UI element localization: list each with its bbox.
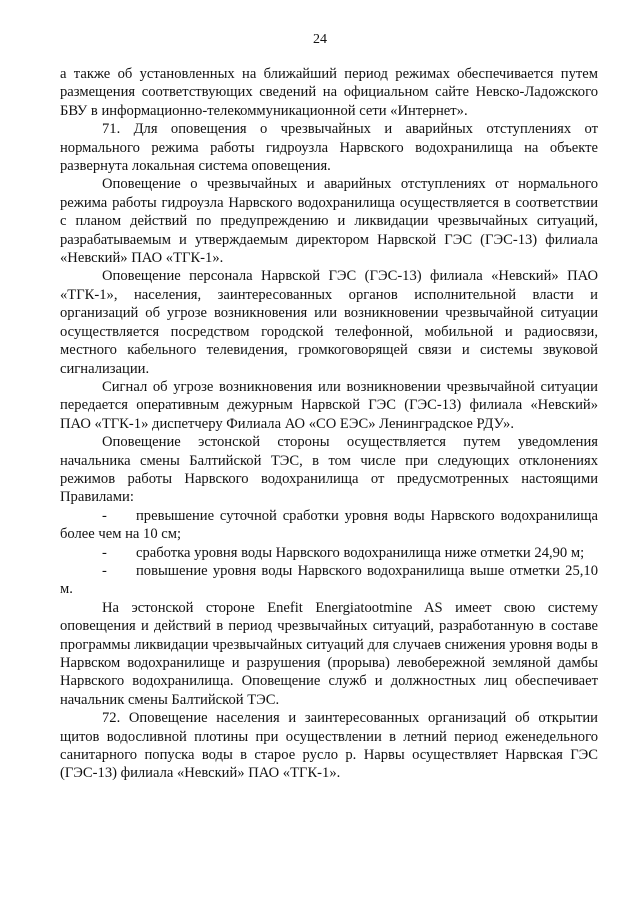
paragraph-72: 72. Оповещение населения и заинтересованных организаций об открытии щитов водосливной плотины при осуществлении в летний период еженедельного санитарного попуска воды в старое русло р. Нарвы осуществляет Нарвская ГЭС (ГЭС-13) филиала «Невский» ПАО «ТГК-1». xyxy=(60,710,598,782)
paragraph-continuation: а также об установленных на ближайший период режимах обеспечивается путем размещения соответствующих сведений на официальном сайте Невско-Ладожского БВУ в информационно-телекоммуникационной сети «Интернет». xyxy=(60,66,598,119)
list-item-text: повышение уровня воды Нарвского водохранилища выше отметки 25,10 м. xyxy=(60,562,598,598)
paragraph: Сигнал об угрозе возникновения или возникновении чрезвычайной ситуации передается оперативным дежурным Нарвской ГЭС (ГЭС-13) филиала «Невский» ПАО «ТГК-1» диспетчеру Филиала АО «СО ЕЭС» Ленинградское РДУ». xyxy=(60,378,598,432)
list-item xyxy=(60,544,598,562)
paragraph: На эстонской стороне Enefit Energiatootmine AS имеет свою систему оповещения и действий в период чрезвычайных ситуаций, разработанную в составе программы ликвидации чрезвычайных ситуаций для случаев снижения уровня воды в Нарвском водохранилище и разрушения (прорыва) левобережной земляной дамбы Нарвского водохранилища. Оповещение служб и должностных лиц обеспечивает начальник смены Балтийской ТЭС. xyxy=(60,599,598,708)
document-body xyxy=(60,65,598,783)
paragraph: Оповещение эстонской стороны осуществляется путем уведомления начальника смены Балтийской ТЭС, в том числе при следующих отклонениях режимов работы Нарвского водохранилища от предусмотренных настоящими Правилами: xyxy=(60,434,598,506)
paragraph: Оповещение персонала Нарвской ГЭС (ГЭС-13) филиала «Невский» ПАО «ТГК-1», населения, заинтересованных органов исполнительной власти и организаций об угрозе возникновения или возникновении чрезвычайной ситуации осуществляется посредством городской телефонной, мобильной и радиосвязи, местного кабельного телевидения, громкоговорящей связи и системы звуковой сигнализации. xyxy=(60,268,598,377)
list-marker: - xyxy=(102,507,107,524)
paragraph: Оповещение о чрезвычайных и аварийных отступлениях от нормального режима работы гидроузла Нарвского водохранилища осуществляется в соответствии с планом действий по предупреждению и ликвидации чрезвычайных ситуаций, разрабатываемым и утверждаемым директором Нарвской ГЭС (ГЭС-13) филиала «Невский» ПАО «ТГК-1». xyxy=(60,176,598,267)
paragraph-71: 71. Для оповещения о чрезвычайных и аварийных отступлениях от нормального режима работы гидроузла Нарвского водохранилища на объекте развернута локальная система оповещения. xyxy=(60,121,598,175)
list-item-text: сработка уровня воды Нарвского водохранилища ниже отметки 24,90 м; xyxy=(136,544,585,561)
list-item-text: превышение суточной сработки уровня воды Нарвского водохранилища более чем на 10 см; xyxy=(60,507,598,543)
list-item xyxy=(60,507,598,544)
list-item xyxy=(60,562,598,599)
page-number: 24 xyxy=(313,32,327,47)
list-marker: - xyxy=(102,562,107,579)
list-marker: - xyxy=(102,544,107,561)
